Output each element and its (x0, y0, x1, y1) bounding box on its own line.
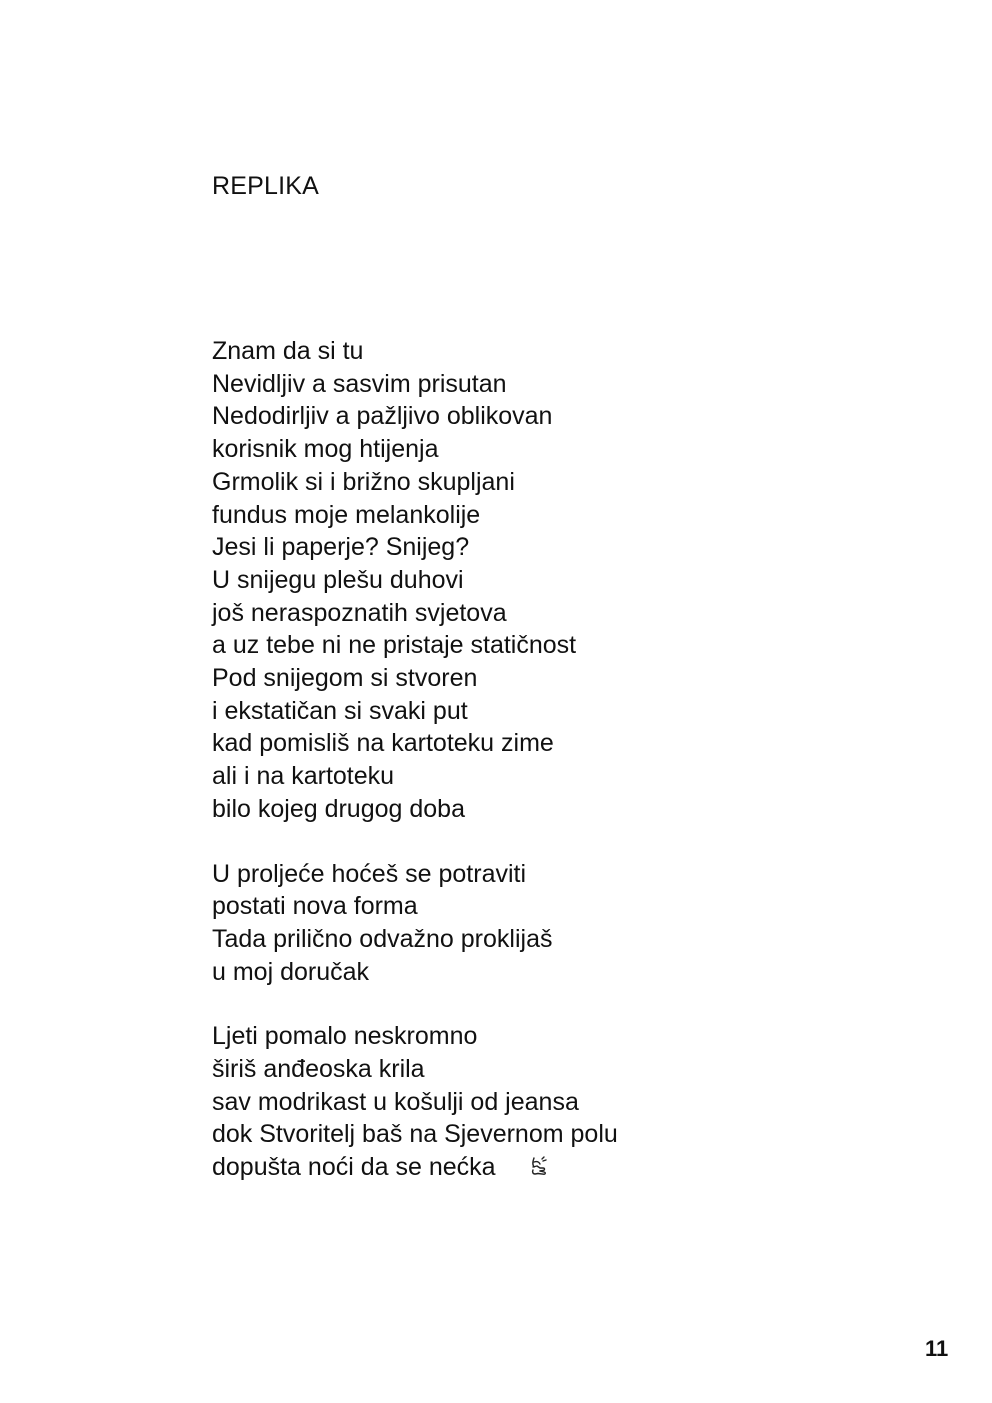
poem-line: Pod snijegom si stvoren (212, 664, 478, 693)
poem-line: Grmolik si i brižno skupljani (212, 467, 515, 496)
poem-line: Jesi li paperje? Snijeg? (212, 533, 470, 562)
poem-line: postati nova forma (212, 892, 418, 921)
poem-line: a uz tebe ni ne pristaje statičnost (212, 631, 577, 660)
poem-line: korisnik mog htijenja (212, 435, 439, 464)
poem-line: U proljeće hoćeš se potraviti (212, 859, 527, 888)
stanza-2 (212, 858, 832, 989)
poem-line: dok Stvoritelj baš na Sjevernom polu (212, 1120, 618, 1149)
poem-line: Ljeti pomalo neskromno (212, 1022, 478, 1051)
stanza-1 (212, 335, 832, 826)
poem-line: U snijegu plešu duhovi (212, 565, 464, 594)
poem-line: Tada prilično odvažno proklijaš (212, 924, 553, 953)
page-number: 11 (925, 1336, 949, 1361)
poem-line: Nedodirljiv a pažljivo oblikovan (212, 402, 553, 431)
poem-line: bilo kojeg drugog doba (212, 794, 465, 823)
poem-line: Znam da si tu (212, 337, 364, 365)
poem-line: sav modrikast u košulji od jeansa (212, 1087, 579, 1116)
poem-line: i ekstatičan si svaki put (212, 696, 468, 725)
stanza-3 (212, 1020, 832, 1184)
poem-line-last (212, 1151, 832, 1184)
poem-line: još neraspoznatih svjetova (212, 598, 507, 627)
poem-title: REPLIKA (212, 172, 320, 200)
poem-line: kad pomisliš na kartoteku zime (212, 729, 554, 758)
poem-line: širiš anđeoska krila (212, 1055, 425, 1084)
poem-line: Nevidljiv a sasvim prisutan (212, 369, 507, 398)
poem-line: ali i na kartoteku (212, 762, 395, 791)
poem-line: u moj doručak (212, 957, 370, 986)
hand-sprout-icon (528, 1155, 550, 1179)
poem-line-text: dopušta noći da se nećka (212, 1153, 496, 1182)
poem-body (212, 335, 832, 1216)
poem-line: fundus moje melankolije (212, 500, 481, 529)
